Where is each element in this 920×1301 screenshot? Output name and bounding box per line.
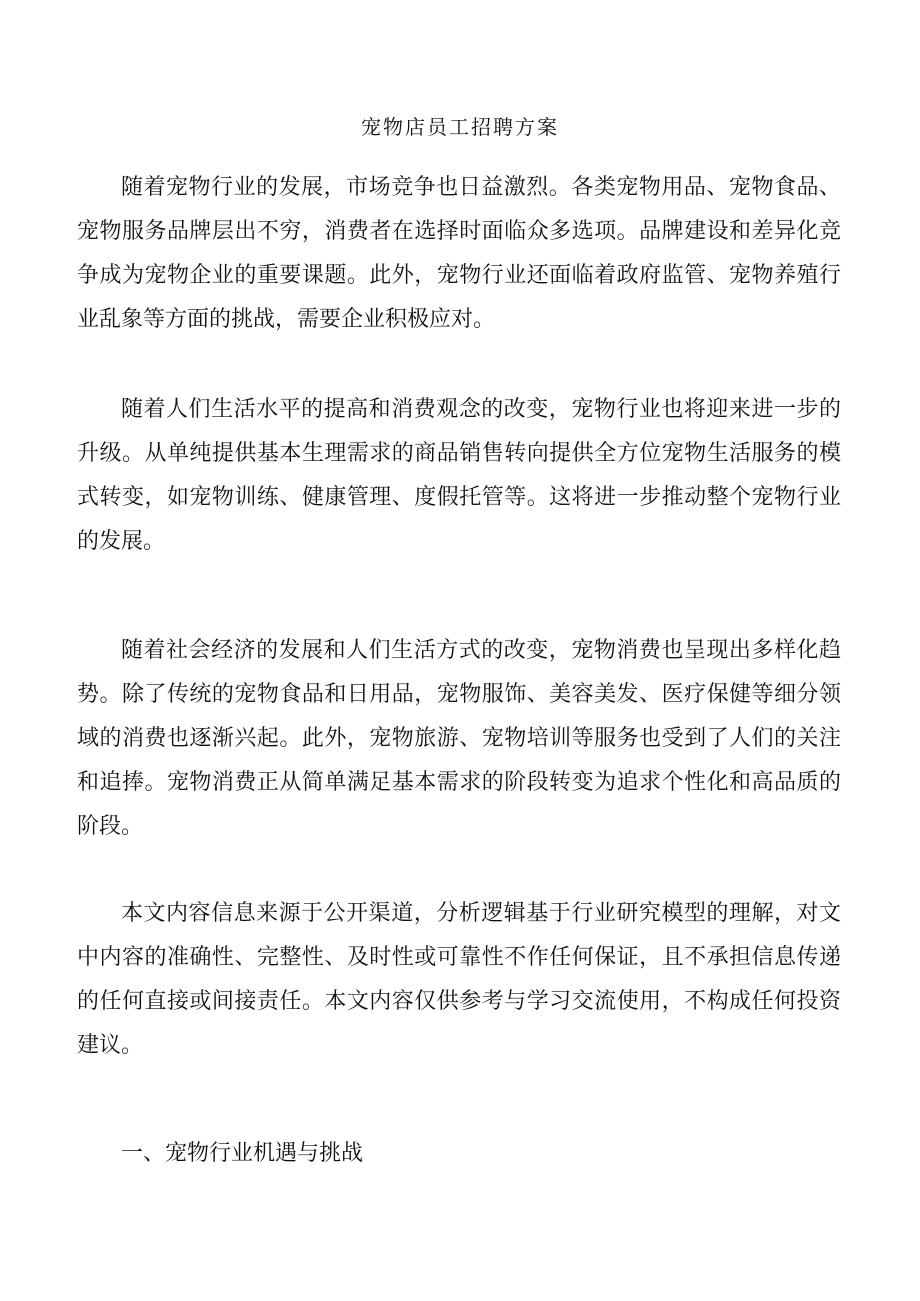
- paragraph-consumption-diversification: 随着社会经济的发展和人们生活方式的改变，宠物消费也呈现出多样化趋势。除了传统的宠物食品和日用品，宠物服饰、美容美发、医疗保健等细分领域的消费也逐渐兴起。此外，宠物旅游、宠物培训等服务也受到了人们的关注和追捧。宠物消费正从简单满足基本需求的阶段转变为追求个性化和高品质的阶段。: [77, 638, 841, 839]
- paragraph-disclaimer: 本文内容信息来源于公开渠道，分析逻辑基于行业研究模型的理解，对文中内容的准确性、完整性、及时性或可靠性不作任何保证，且不承担信息传递的任何直接或间接责任。本文内容仅供参考与学习交流使用，不构成任何投资建议。: [77, 901, 841, 1058]
- section-heading-opportunities-challenges: 一、宠物行业机遇与挑战: [121, 1141, 364, 1166]
- document-title: 宠物店员工招聘方案: [361, 115, 559, 139]
- paragraph-market-competition: 随着宠物行业的发展，市场竞争也日益激烈。各类宠物用品、宠物食品、宠物服务品牌层出不穷，消费者在选择时面临众多选项。品牌建设和差异化竞争成为宠物企业的重要课题。此外，宠物行业还面临着政府监管、宠物养殖行业乱象等方面的挑战，需要企业积极应对。: [77, 175, 841, 332]
- paragraph-industry-upgrade: 随着人们生活水平的提高和消费观念的改变，宠物行业也将迎来进一步的升级。从单纯提供基本生理需求的商品销售转向提供全方位宠物生活服务的模式转变，如宠物训练、健康管理、度假托管等。这将进一步推动整个宠物行业的发展。: [77, 397, 841, 554]
